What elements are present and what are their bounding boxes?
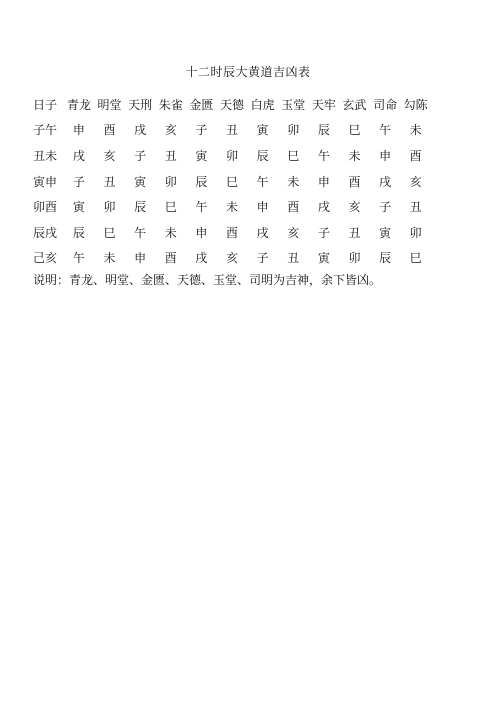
table-cell: 午 xyxy=(256,174,269,189)
table-cell: 子 xyxy=(379,200,392,215)
table-cell: 亥 xyxy=(409,174,422,189)
almanac-table xyxy=(33,92,431,271)
table-cell: 寅 xyxy=(72,200,85,215)
header-cell: 司命 xyxy=(373,97,398,112)
table-cell: 丑 xyxy=(225,123,238,138)
table-cell: 午 xyxy=(317,148,330,163)
table-cell: 午 xyxy=(134,225,147,240)
table-cell: 未 xyxy=(348,148,361,163)
table-cell: 子午 xyxy=(33,123,58,138)
table-cell: 子 xyxy=(256,251,269,266)
table-cell: 寅申 xyxy=(33,174,58,189)
table-cell: 己亥 xyxy=(33,251,58,266)
table-row xyxy=(33,143,431,169)
table-row xyxy=(33,169,431,195)
table-cell: 卯 xyxy=(409,225,422,240)
table-cell: 巳 xyxy=(164,200,177,215)
header-cell: 天德 xyxy=(219,97,244,112)
table-cell: 戌 xyxy=(256,225,269,240)
table-cell: 巳 xyxy=(103,225,116,240)
table-cell: 丑 xyxy=(287,251,300,266)
table-cell: 申 xyxy=(72,123,85,138)
table-cell: 丑 xyxy=(348,225,361,240)
table-cell: 申 xyxy=(134,251,147,266)
table-cell: 巳 xyxy=(409,251,422,266)
table-cell: 戌 xyxy=(317,200,330,215)
header-cell: 勾陈 xyxy=(403,97,428,112)
table-row xyxy=(33,118,431,144)
table-cell: 戌 xyxy=(72,148,85,163)
table-cell: 未 xyxy=(287,174,300,189)
table-cell: 申 xyxy=(379,148,392,163)
table-cell: 卯 xyxy=(103,200,116,215)
table-cell: 辰 xyxy=(134,200,147,215)
table-cell: 亥 xyxy=(103,148,116,163)
table-row xyxy=(33,246,431,272)
page-title: 十二时辰大黄道吉凶表 xyxy=(185,65,311,79)
table-cell: 寅 xyxy=(195,148,208,163)
table-cell: 酉 xyxy=(348,174,361,189)
table-cell: 辰 xyxy=(195,174,208,189)
header-cell: 白虎 xyxy=(250,97,275,112)
header-cell: 朱雀 xyxy=(158,97,183,112)
table-cell: 辰 xyxy=(72,225,85,240)
table-cell: 丑 xyxy=(409,200,422,215)
table-cell: 亥 xyxy=(225,251,238,266)
table-cell: 子 xyxy=(317,225,330,240)
table-cell: 未 xyxy=(225,200,238,215)
table-cell: 申 xyxy=(195,225,208,240)
table-cell: 酉 xyxy=(409,148,422,163)
table-cell: 亥 xyxy=(164,123,177,138)
table-header-row xyxy=(33,92,431,118)
table-cell: 子 xyxy=(195,123,208,138)
table-cell: 巳 xyxy=(225,174,238,189)
table-cell: 戌 xyxy=(195,251,208,266)
table-cell: 申 xyxy=(256,200,269,215)
table-cell: 巳 xyxy=(348,123,361,138)
table-cell: 酉 xyxy=(225,225,238,240)
table-cell: 酉 xyxy=(164,251,177,266)
table-row xyxy=(33,194,431,220)
table-cell: 未 xyxy=(409,123,422,138)
table-cell: 午 xyxy=(195,200,208,215)
table-cell: 卯 xyxy=(287,123,300,138)
table-cell: 酉 xyxy=(103,123,116,138)
header-cell: 天牢 xyxy=(311,97,336,112)
table-cell: 辰 xyxy=(317,123,330,138)
header-cell: 玄武 xyxy=(342,97,367,112)
table-cell: 寅 xyxy=(317,251,330,266)
table-cell: 辰 xyxy=(256,148,269,163)
table-cell: 丑未 xyxy=(33,148,58,163)
table-cell: 卯 xyxy=(348,251,361,266)
table-cell: 寅 xyxy=(134,174,147,189)
table-cell: 戌 xyxy=(379,174,392,189)
table-cell: 寅 xyxy=(256,123,269,138)
table-cell: 辰 xyxy=(379,251,392,266)
table-cell: 卯 xyxy=(225,148,238,163)
table-cell: 辰戌 xyxy=(33,225,58,240)
table-cell: 未 xyxy=(103,251,116,266)
table-cell: 丑 xyxy=(164,148,177,163)
table-row xyxy=(33,220,431,246)
table-cell: 午 xyxy=(379,123,392,138)
table-cell: 亥 xyxy=(348,200,361,215)
table-cell: 酉 xyxy=(287,200,300,215)
header-cell: 玉堂 xyxy=(281,97,306,112)
table-cell: 卯酉 xyxy=(33,200,58,215)
table-cell: 子 xyxy=(134,148,147,163)
table-cell: 亥 xyxy=(287,225,300,240)
table-cell: 卯 xyxy=(164,174,177,189)
table-cell: 巳 xyxy=(287,148,300,163)
header-cell: 青龙 xyxy=(66,97,91,112)
table-cell: 申 xyxy=(317,174,330,189)
table-cell: 午 xyxy=(72,251,85,266)
table-cell: 寅 xyxy=(379,225,392,240)
header-cell: 天刑 xyxy=(128,97,153,112)
explanation-note: 说明：青龙、明堂、金匮、天德、玉堂、司明为吉神，余下皆凶。 xyxy=(33,273,382,287)
header-cell: 明堂 xyxy=(97,97,122,112)
header-cell: 日子 xyxy=(33,97,58,112)
table-cell: 未 xyxy=(164,225,177,240)
table-cell: 戌 xyxy=(134,123,147,138)
table-cell: 子 xyxy=(72,174,85,189)
table-cell: 丑 xyxy=(103,174,116,189)
header-cell: 金匮 xyxy=(189,97,214,112)
